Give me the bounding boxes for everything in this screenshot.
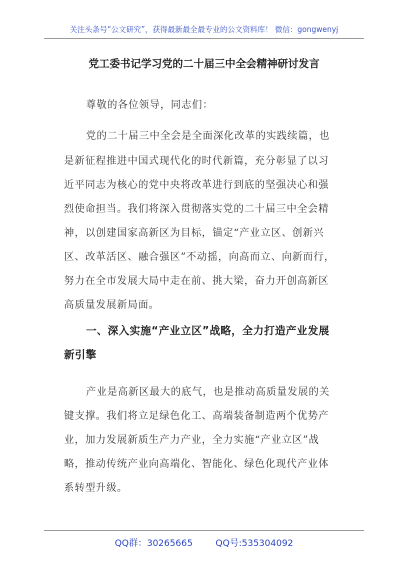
paragraph-line: 是新征程推进中国式现代化的时代新篇，充分彰显了以习 xyxy=(64,156,329,167)
footer-qq-group: QQ群：30265665 xyxy=(114,539,193,549)
section-heading: 新引擎 xyxy=(64,349,97,361)
header-divider xyxy=(44,38,364,39)
document-title: 党工委书记学习党的二十届三中全会精神研讨发言 xyxy=(88,58,320,70)
footer-divider xyxy=(44,530,364,531)
paragraph-line: 烈使命担当。我们将深入贯彻落实党的二十届三中全会精 xyxy=(64,204,329,215)
paragraph-line: 党的二十届三中全会是全面深化改革的实践续篇，也 xyxy=(86,131,330,142)
paragraph-line: 区、改革活区、融合强区”不动摇，向高而立、向新而行， xyxy=(64,252,335,263)
paragraph-line: 系转型升级。 xyxy=(64,483,128,494)
paragraph-line: 近平同志为核心的党中央将改革进行到底的坚强决心和强 xyxy=(64,180,329,191)
salutation: 尊敬的各位领导，同志们： xyxy=(86,100,214,111)
paragraph-line: 产业是高新区最大的底气，也是推动高质量发展的关 xyxy=(86,387,330,398)
paragraph-line: 业，加力发展新质生产力产业，全力实施“产业立区”战 xyxy=(64,435,320,446)
header-notice: 关注头条号“公文研究”，获得最新最全最专业的公文资料库！ 微信：gongwenyj xyxy=(69,25,339,34)
paragraph-line: 略，推动传统产业向高端化、智能化、绿色化现代产业体 xyxy=(64,459,329,470)
footer-qq: QQ号:535304092 xyxy=(215,539,294,549)
paragraph-line: 努力在全市发展大局中走在前、挑大梁，奋力开创高新区 xyxy=(64,276,329,287)
section-heading: 一、深入实施“产业立区”战略，全力打造产业发展 xyxy=(86,325,330,337)
footer-contact xyxy=(0,536,408,549)
paragraph-line: 神，以创建国家高新区为目标，锚定“产业立区、创新兴 xyxy=(64,228,325,239)
paragraph-line: 高质量发展新局面。 xyxy=(64,300,160,311)
paragraph-line: 键支撑。我们将立足绿色化工、高端装备制造两个优势产 xyxy=(64,411,329,422)
